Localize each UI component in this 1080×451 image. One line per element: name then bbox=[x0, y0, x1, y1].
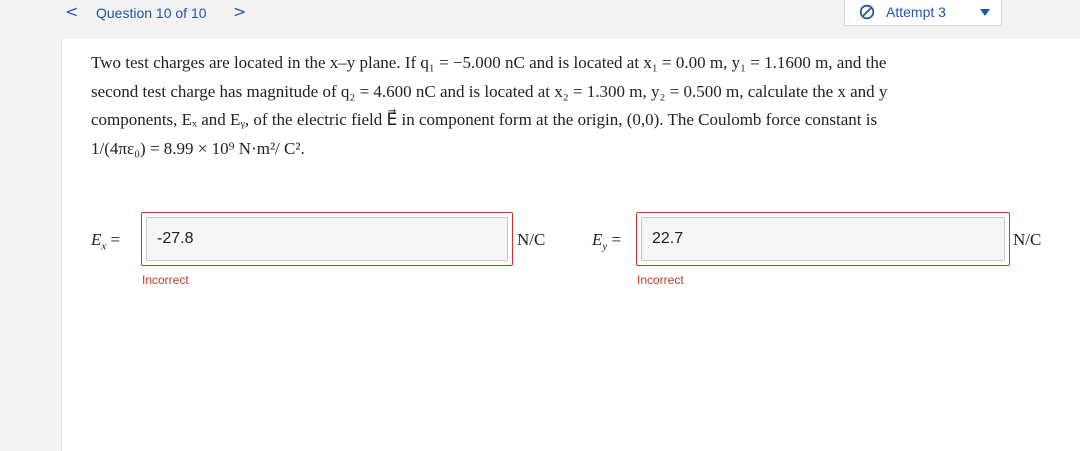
prohibited-icon bbox=[859, 4, 875, 20]
ex-unit: N/C bbox=[517, 230, 546, 249]
question-counter[interactable]: Question 10 of 10 bbox=[96, 5, 207, 21]
ey-answer-input[interactable]: 22.7 bbox=[641, 217, 1005, 261]
ex-label-sub: x bbox=[101, 240, 107, 253]
ey-unit: N/C bbox=[1013, 230, 1042, 249]
caret-down-icon bbox=[980, 9, 990, 16]
question-line: Two test charges are located in the x–y plane. If q₁ = −5.000 nC and is located at x₁ = 0.00 m, y₁ = 1.1600 m, and the bbox=[91, 53, 887, 72]
ey-label-var: E bbox=[592, 230, 603, 249]
ex-answer-box bbox=[141, 212, 513, 266]
ey-equals: = bbox=[611, 230, 622, 249]
ex-label-var: E bbox=[91, 230, 102, 249]
question-navigation-bar bbox=[0, 0, 1080, 28]
attempt-label: Attempt 3 bbox=[886, 4, 946, 20]
question-line: components, Eₓ and Eᵧ, of the electric field E⃗ in component form at the origin, (0,0). The Coulomb force constant is bbox=[91, 110, 878, 130]
question-card bbox=[61, 39, 1080, 451]
ey-feedback: Incorrect bbox=[637, 273, 684, 287]
ey-label bbox=[592, 230, 621, 252]
question-line: second test charge has magnitude of q₂ = 4.600 nC and is located at x₂ = 1.300 m, y₂ = 0.500 m, calculate the x and y bbox=[91, 81, 888, 101]
question-text bbox=[91, 49, 1031, 163]
ey-label-sub: y bbox=[602, 240, 608, 253]
ex-answer-input[interactable]: -27.8 bbox=[146, 217, 508, 261]
ex-feedback: Incorrect bbox=[142, 273, 189, 287]
next-question-button[interactable]: > bbox=[233, 2, 247, 21]
question-line: 1/(4πε₀) = 8.99 × 10⁹ N·m²/ C². bbox=[91, 138, 305, 158]
ey-answer-box bbox=[636, 212, 1010, 266]
ex-label bbox=[91, 230, 120, 252]
attempt-dropdown[interactable] bbox=[844, 0, 1002, 26]
previous-question-button[interactable]: < bbox=[65, 2, 79, 21]
ex-equals: = bbox=[110, 230, 121, 249]
